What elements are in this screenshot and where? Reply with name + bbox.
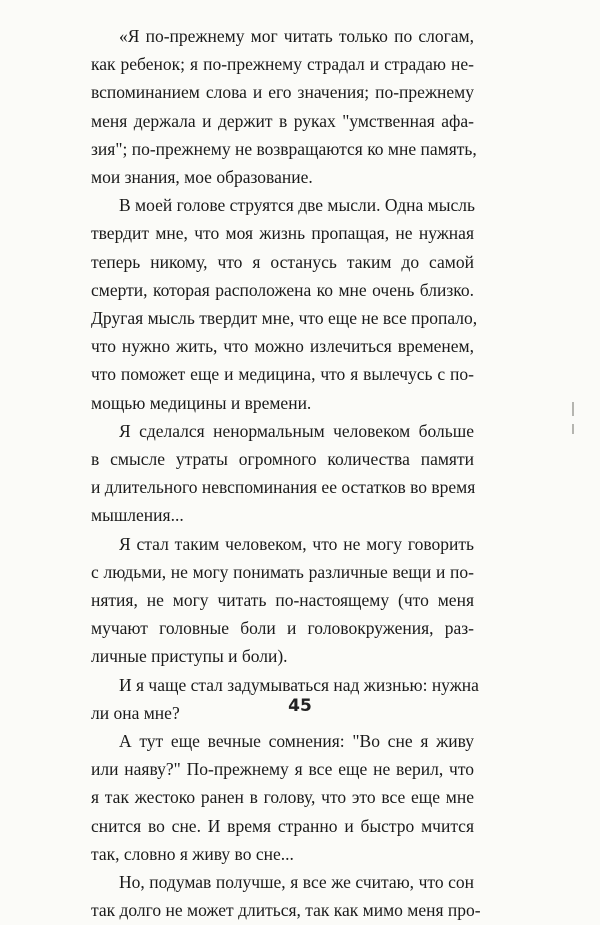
paragraph [91,417,474,530]
text-line: или наяву?" По-прежнему я все еще не верил, что [91,759,474,780]
text-line: зия"; по-прежнему не возвращаются ко мне память, [91,138,477,159]
page-number: 45 [288,696,312,716]
paragraph [91,868,481,924]
paragraph [91,727,474,868]
text-line: В моей голове струятся две мысли. Одна мысль [119,195,475,216]
text-line: вспоминанием слова и его значения; по-прежнему [91,82,474,103]
text-line: ли она мне? [91,702,180,723]
text-line: личные приступы и боли). [91,646,288,667]
text-line: теперь никому, что я останусь таким до самой [91,251,474,272]
text-line: мышления... [91,505,184,526]
text-line: снится во сне. И время странно и быстро мчится [91,815,474,836]
text-line: Другая мысль твердит мне, что еще не все пропало, [91,308,478,329]
text-line: что нужно жить, что можно излечиться временем, [91,336,474,357]
text-line: И я чаще стал задумываться над жизнью: нужна [119,674,479,695]
text-line: А тут еще вечные сомнения: "Во сне я живу [119,731,474,752]
paragraph [91,22,477,191]
text-line: мои знания, мое образование. [91,167,313,188]
text-line: меня держала и держит в руках "умственная афа- [91,110,474,131]
text-line: и длительного невспоминания ее остатков во время [91,477,476,498]
text-line: с людьми, не могу понимать различные вещи и по- [91,561,474,582]
text-line: Но, подумав получше, я все же считаю, что сон [119,872,474,893]
text-line: «Я по-прежнему мог читать только по слогам, [119,26,474,46]
text-line: так долго не может длиться, так как мимо меня про- [91,900,481,921]
text-line: мощью медицины и времени. [91,392,312,413]
page-edge-mark [572,402,574,416]
text-line: так, словно я живу во сне... [91,843,294,864]
text-line: что поможет еще и медицина, что я вылечусь с по- [91,364,474,385]
text-line: нятия, не могу читать по-настоящему (что меня [91,590,474,611]
text-line: Я стал таким человеком, что не могу говорить [119,533,474,554]
text-line: как ребенок; я по-прежнему страдал и страдаю не- [91,54,474,75]
page-edge-mark [572,424,574,434]
text-line: смерти, которая расположена ко мне очень близко. [91,279,474,300]
text-line: Я сделался ненормальным человеком больше [119,420,474,441]
book-page-text [91,22,481,925]
paragraph [91,191,478,417]
paragraph [91,530,474,671]
text-line: в смысле утраты огромного количества памяти [91,449,474,470]
text-line: твердит мне, что моя жизнь пропащая, не нужная [91,223,474,244]
text-line: я так жестоко ранен в голову, что это все еще мне [91,787,474,808]
text-line: мучают головные боли и головокружения, раз- [91,618,474,639]
